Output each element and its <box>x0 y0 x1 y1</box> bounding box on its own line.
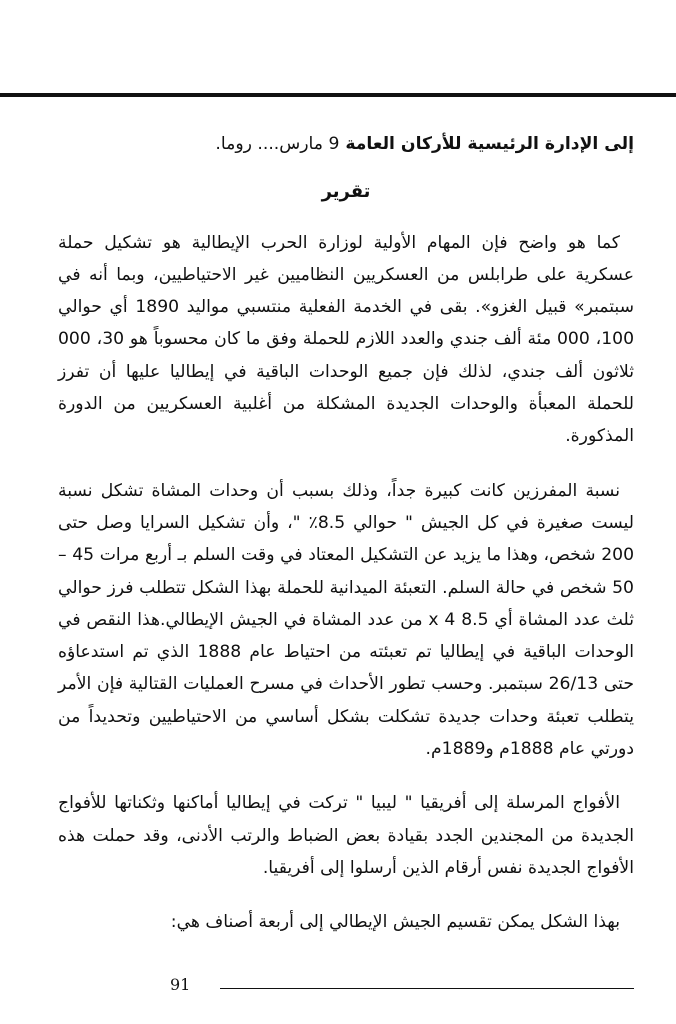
report-title: تقرير <box>321 181 371 203</box>
paragraph-3: الأفواج المرسلة إلى أفريقيا " ليبيا " تركت في إيطاليا أماكنها وثكناتها للأفواج الجديدة من المجندين الجدد بقيادة بعض الضباط والرتب الأدنى، وقد حملت هذه الأفواج الجديدة نفس أرقام الذين أرسلوا إلى أفريقيا. <box>58 793 634 878</box>
paragraph-2: نسبة المفرزين كانت كبيرة جداً، وذلك بسبب أن وحدات المشاة تشكل نسبة ليست صغيرة في كل الجيش " حوالي 8.5٪ "، وأن تشكيل السرايا وصل حتى 200 شخص، وهذا ما يزيد عن التشكيل المعتاد في وقت السلم بـ أربع مرات 45 – 50 شخص في حالة السلم. التعبئة الميدانية للحملة بهذا الشكل تتطلب فرز حوالي ثلث عدد المشاة أي 8.5 x 4 من عدد المشاة في الجيش الإيطالي.هذا النقص في الوحدات الباقية في إيطاليا تم تعبئته من احتياط عام 1888 الذي تم استدعاؤه حتى 26/13 سبتمبر. وحسب تطور الأحداث في مسرح العمليات القتالية فإن الأمر يتطلب تعبئة وحدات جديدة تشكلت بشكل أساسي من الاحتياطيين وتحديداً من دورتي عام 1888م و1889م. <box>58 480 635 760</box>
heading-date-place: 9 مارس.... روما. <box>215 134 340 154</box>
paragraph-4: بهذا الشكل يمكن تقسيم الجيش الإيطالي إلى أربعة أصناف هي: <box>170 912 620 933</box>
page-body <box>58 128 634 939</box>
footer-rule <box>220 988 634 989</box>
page-footer <box>170 975 634 999</box>
letter-heading <box>58 128 634 160</box>
header-rule <box>0 93 676 97</box>
heading-addressee: إلى الإدارة الرئيسية للأركان العامة <box>345 134 634 154</box>
page-number: 91 <box>170 975 191 994</box>
paragraph-1: كما هو واضح فإن المهام الأولية لوزارة الحرب الإيطالية هو تشكيل حملة عسكرية على طرابلس من العسكريين النظاميين غير الاحتياطيين، وبما أنه في سبتمبر» قبيل الغزو». بقى في الخدمة الفعلية منتسبي مواليد 1890 أي حوالي 100، 000 مئة ألف جندي والعدد اللازم للحملة وفق ما كان محسوباً هو 30، 000 ثلاثون ألف جندي، لذلك فإن جميع الوحدات الباقية في إيطاليا عليها أن تفرز للحملة المعبأة والوحدات الجديدة المشكلة من أغلبية العسكريين من الدورة المذكورة. <box>58 232 635 447</box>
